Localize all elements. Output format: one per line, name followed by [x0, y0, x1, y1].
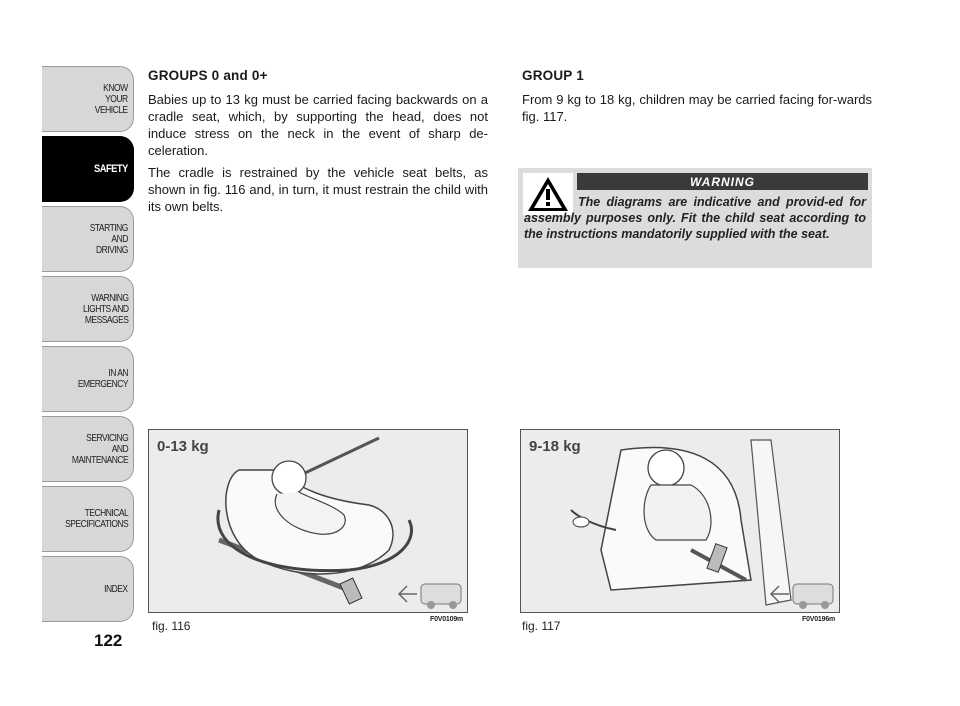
section-heading: GROUP 1: [522, 68, 584, 83]
groups-0-section: [148, 68, 488, 220]
cradle-seat-illustration: [149, 430, 468, 613]
figure-117: [520, 429, 840, 613]
paragraph: The cradle is restrained by the vehicle seat belts, as shown in fig. 116 and, in turn, it must restrain the child with its own belts.: [148, 165, 488, 214]
group-1-section: [522, 68, 872, 130]
warning-title-bar: [577, 173, 868, 190]
forward-child-seat-illustration: [521, 430, 840, 613]
warning-text: The diagrams are indicative and provid-ed for assembly purposes only. Fit the child seat according to the instructions mandatorily supplied with the seat.: [524, 195, 866, 241]
tab-know-your-vehicle[interactable]: KNOW YOUR VEHICLE: [42, 66, 134, 132]
warning-title: WARNING: [690, 174, 755, 189]
figure-116: [148, 429, 468, 613]
figure-code: F0V0109m: [430, 616, 464, 623]
tab-technical-specifications[interactable]: TECHNICAL SPECIFICATIONS: [42, 486, 134, 552]
figure-caption: fig. 117: [522, 619, 561, 633]
tab-starting-and-driving[interactable]: STARTING AND DRIVING: [42, 206, 134, 272]
warning-box: [518, 168, 872, 268]
tab-safety[interactable]: SAFETY: [42, 136, 134, 202]
tab-warning-lights-and-messages[interactable]: WARNING LIGHTS AND MESSAGES: [42, 276, 134, 342]
tab-servicing-and-maintenance[interactable]: SERVICING AND MAINTENANCE: [42, 416, 134, 482]
page-number: 122: [94, 631, 123, 650]
tab-in-an-emergency[interactable]: IN AN EMERGENCY: [42, 346, 134, 412]
figure-code: F0V0196m: [802, 616, 836, 623]
section-heading: GROUPS 0 and 0+: [148, 68, 268, 83]
paragraph: From 9 kg to 18 kg, children may be carried facing for-wards fig. 117.: [522, 92, 872, 124]
paragraph: Babies up to 13 kg must be carried facing backwards on a cradle seat, which, by supporting the head, does not induce stress on the neck in the event of sharp de-celeration.: [148, 92, 488, 158]
figure-label: 9-18 kg: [529, 438, 581, 455]
figure-label: 0-13 kg: [157, 438, 209, 455]
figure-caption: fig. 116: [152, 619, 191, 633]
tab-index[interactable]: INDEX: [42, 556, 134, 622]
